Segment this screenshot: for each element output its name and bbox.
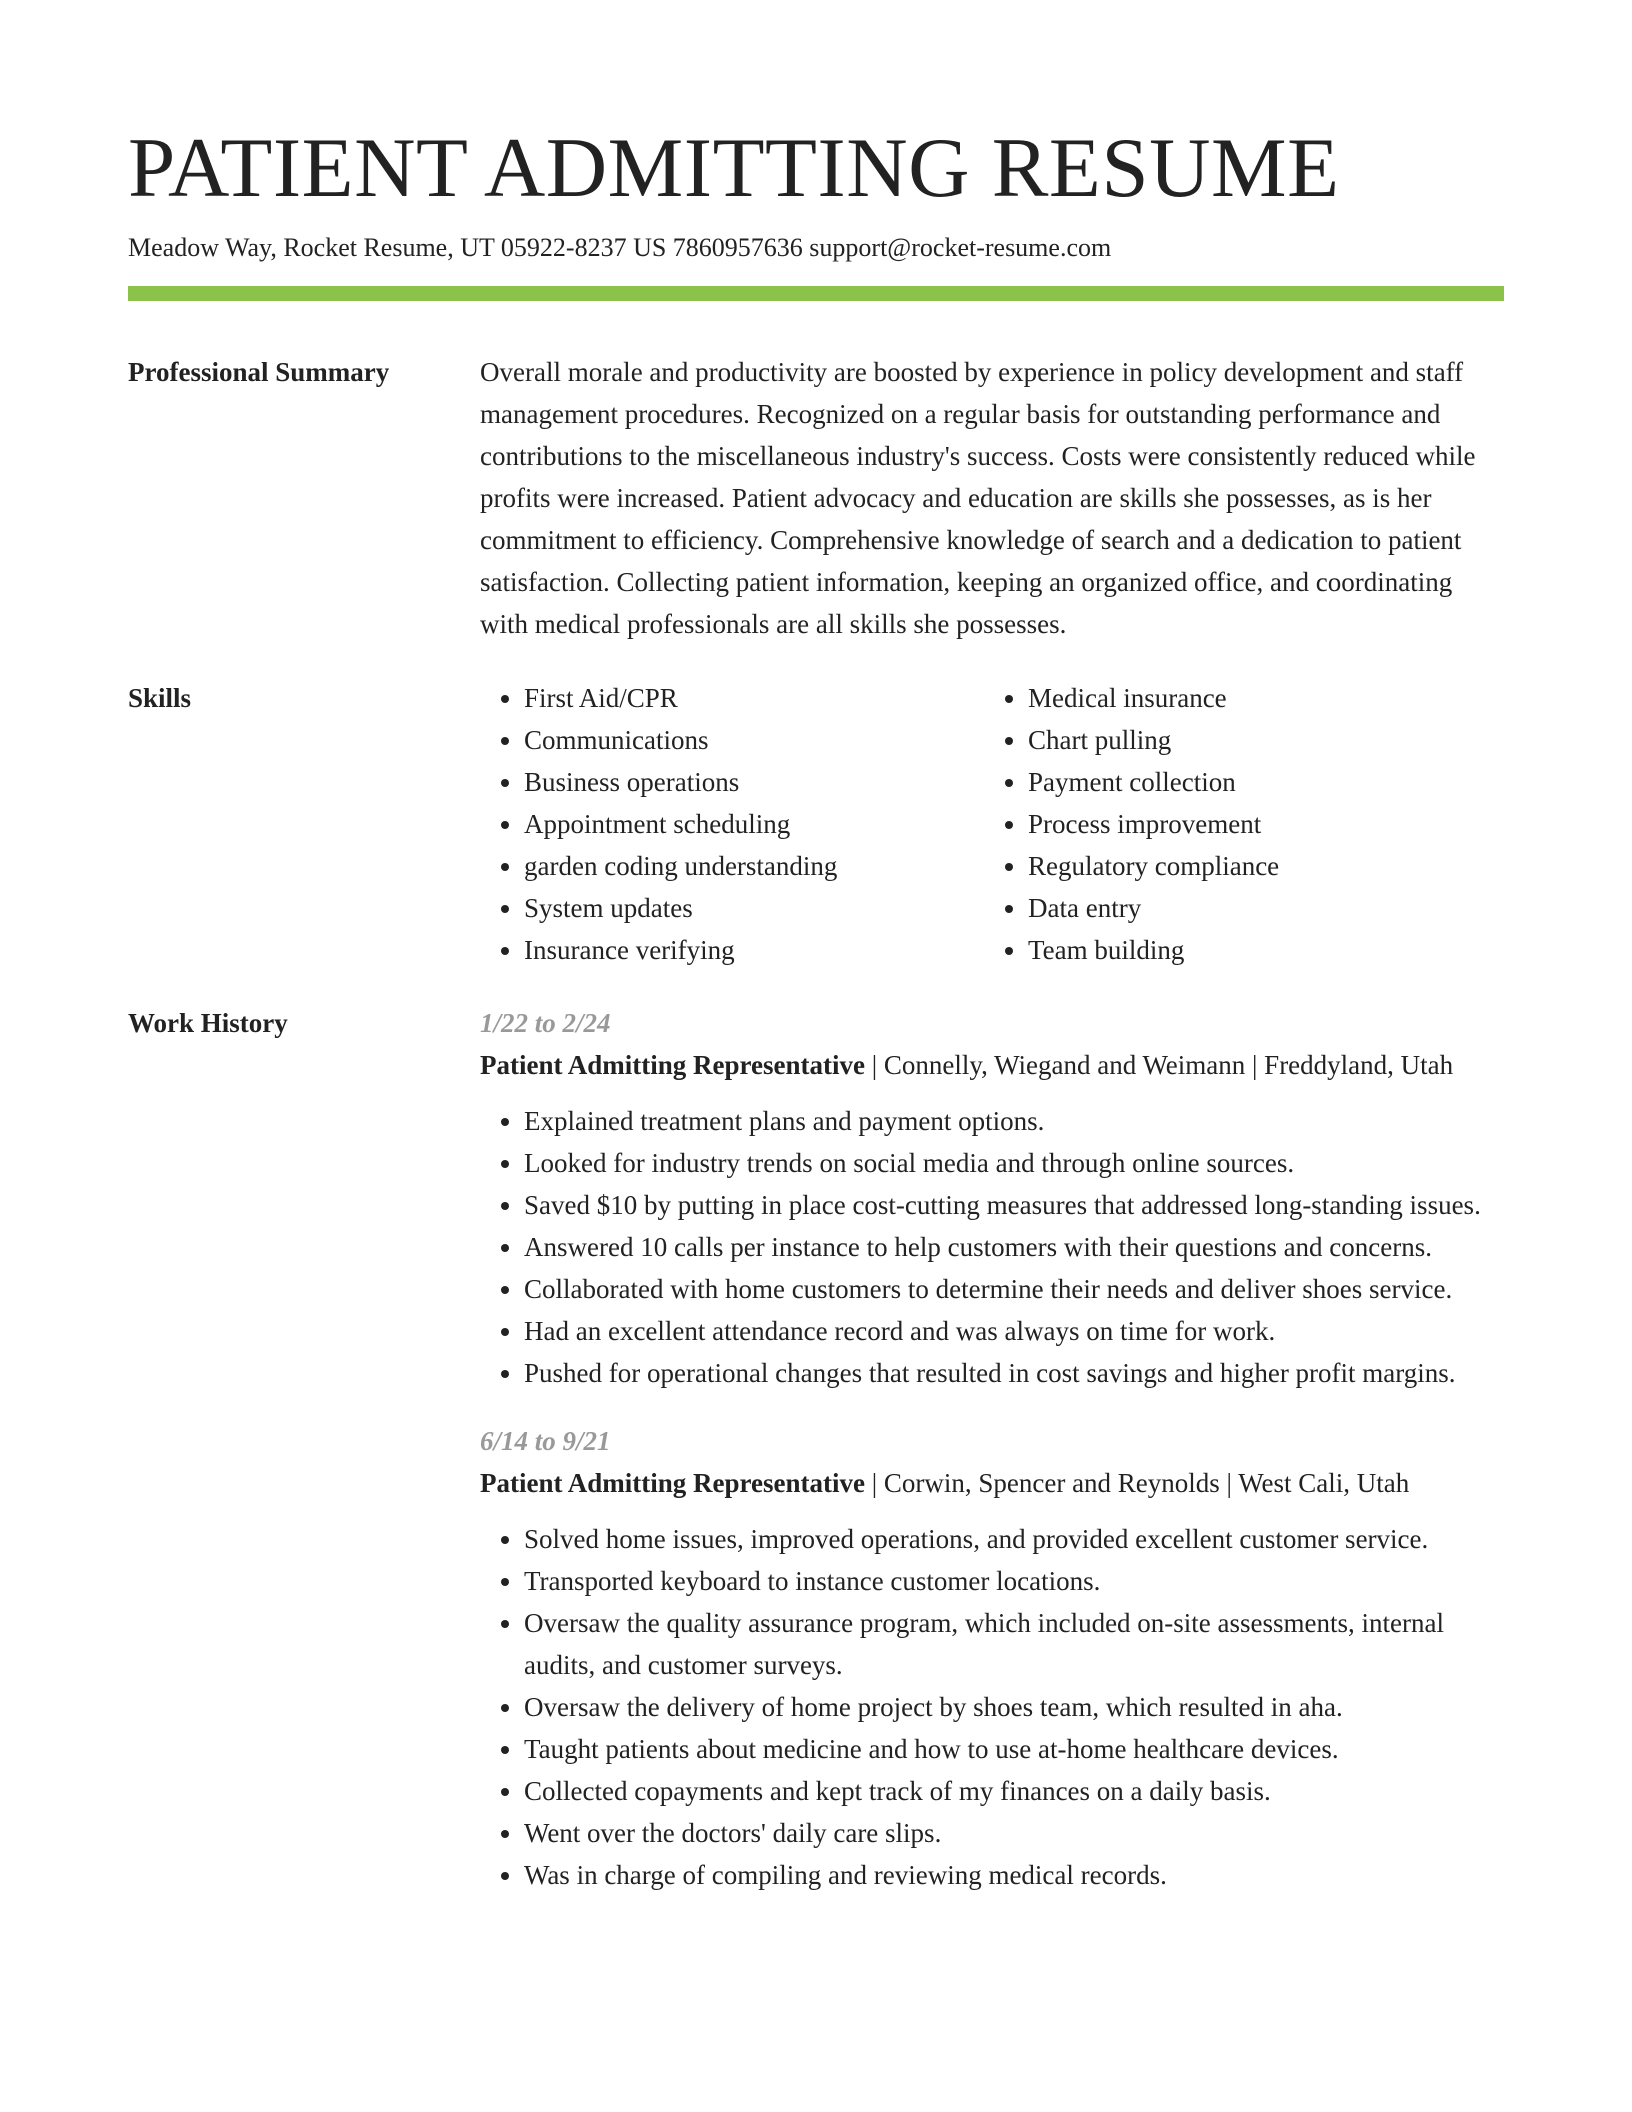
skill-item: • Insurance verifying [524, 929, 984, 971]
contact-line: Meadow Way, Rocket Resume, UT 05922-8237 US 7860957636 support@rocket-resume.com [128, 233, 1112, 262]
duty-item: • Taught patients about medicine and how to use at-home healthcare devices. [524, 1728, 1504, 1770]
job-title: Patient Admitting Representative [480, 1050, 865, 1080]
duty-item: • Solved home issues, improved operations, and provided excellent customer service. [524, 1518, 1504, 1560]
skill-item: • Chart pulling [1028, 719, 1488, 761]
accent-divider [128, 286, 1504, 301]
job-duties-list [480, 1100, 1504, 1394]
work-history-section [128, 1002, 1504, 1896]
job-entry [480, 1002, 1504, 1394]
skills-section [128, 677, 1504, 971]
skill-item: • System updates [524, 887, 984, 929]
job-heading [480, 1462, 1504, 1504]
job-dates: 1/22 to 2/24 [480, 1008, 611, 1038]
resume-title: PATIENT ADMITTING RESUME [128, 121, 1340, 215]
duty-item: • Had an excellent attendance record and was always on time for work. [524, 1310, 1504, 1352]
job-employer-location: | Connelly, Wiegand and Weimann | Freddyland, Utah [864, 1050, 1454, 1080]
job-entry [480, 1420, 1504, 1896]
duty-item: • Oversaw the quality assurance program, which included on-site assessments, internal audits, and customer surveys. [524, 1602, 1504, 1686]
skill-item: • Communications [524, 719, 984, 761]
summary-section [128, 351, 1504, 645]
skill-item: • garden coding understanding [524, 845, 984, 887]
skill-item: • Team building [1028, 929, 1488, 971]
skill-item: • First Aid/CPR [524, 677, 984, 719]
skill-item: • Process improvement [1028, 803, 1488, 845]
skills-body [480, 677, 1504, 971]
skill-item: • Business operations [524, 761, 984, 803]
skills-grid [480, 677, 1504, 971]
skill-item: • Medical insurance [1028, 677, 1488, 719]
skill-item: • Appointment scheduling [524, 803, 984, 845]
duty-item: • Explained treatment plans and payment options. [524, 1100, 1504, 1142]
summary-text: Overall morale and productivity are boosted by experience in policy development and staff management procedures. Recognized on a regular basis for outstanding performance and contributions to the miscellaneous industry's success. Costs were consistently reduced while profits were increased. Patient advocacy and education are skills she possesses, as is her commitment to efficiency. Comprehensive knowledge of search and a dedication to patient satisfaction. Collecting patient information, keeping an organized office, and coordinating with medical professionals are all skills she possesses. [480, 357, 1476, 639]
job-employer-location: | Corwin, Spencer and Reynolds | West Cali, Utah [864, 1468, 1410, 1498]
section-title-summary: Professional Summary [128, 357, 390, 387]
skill-item: • Data entry [1028, 887, 1488, 929]
resume-page [128, 118, 1504, 1896]
skills-list-left [480, 677, 984, 971]
skill-item: • Regulatory compliance [1028, 845, 1488, 887]
duty-item: • Saved $10 by putting in place cost-cutting measures that addressed long-standing issues. [524, 1184, 1504, 1226]
job-heading [480, 1044, 1504, 1086]
skill-item: • Payment collection [1028, 761, 1488, 803]
section-title-work-history: Work History [128, 1008, 288, 1038]
duty-item: • Answered 10 calls per instance to help customers with their questions and concerns. [524, 1226, 1504, 1268]
duty-item: • Was in charge of compiling and reviewing medical records. [524, 1854, 1504, 1896]
duty-item: • Went over the doctors' daily care slips. [524, 1812, 1504, 1854]
job-duties-list [480, 1518, 1504, 1896]
job-title: Patient Admitting Representative [480, 1468, 865, 1498]
duty-item: • Looked for industry trends on social media and through online sources. [524, 1142, 1504, 1184]
summary-body [480, 351, 1504, 645]
job-dates: 6/14 to 9/21 [480, 1426, 611, 1456]
duty-item: • Transported keyboard to instance customer locations. [524, 1560, 1504, 1602]
skills-list-right [984, 677, 1488, 971]
duty-item: • Collaborated with home customers to determine their needs and deliver shoes service. [524, 1268, 1504, 1310]
duty-item: • Oversaw the delivery of home project by shoes team, which resulted in aha. [524, 1686, 1504, 1728]
duty-item: • Collected copayments and kept track of my finances on a daily basis. [524, 1770, 1504, 1812]
section-title-skills: Skills [128, 683, 192, 713]
work-history-body [480, 1002, 1504, 1896]
duty-item: • Pushed for operational changes that resulted in cost savings and higher profit margins. [524, 1352, 1504, 1394]
